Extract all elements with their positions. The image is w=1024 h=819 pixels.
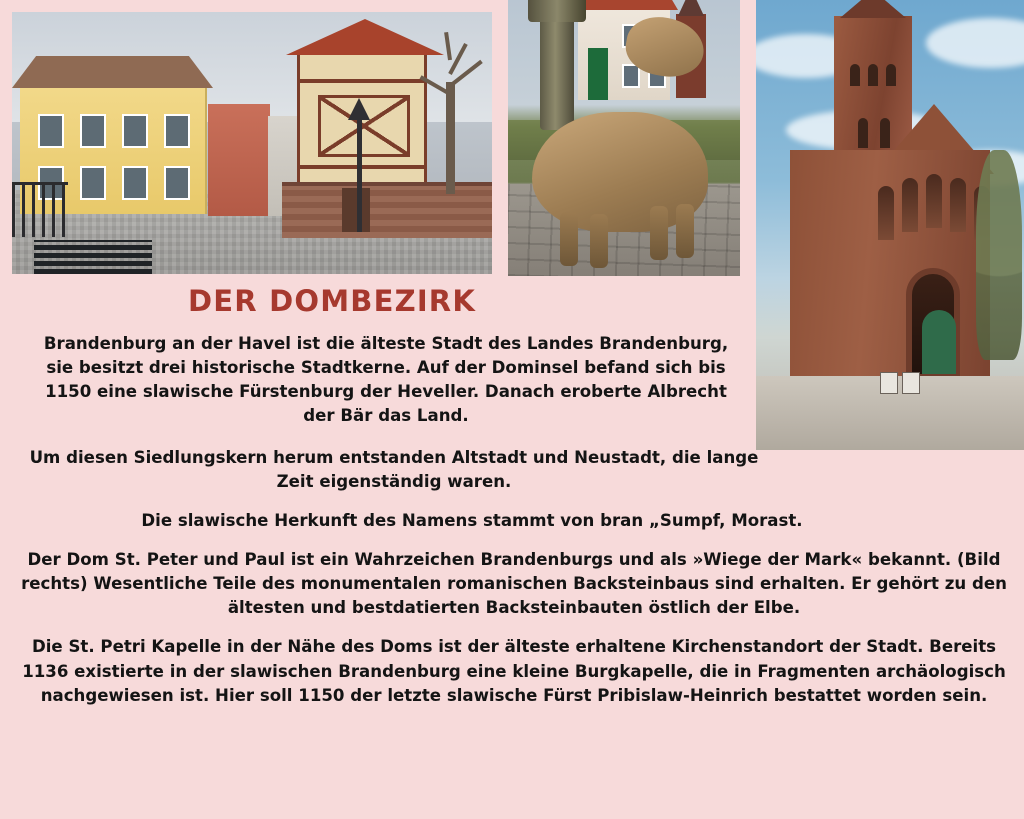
paragraph-3: Die slawische Herkunft des Namens stammt von bran „Sumpf, Morast. [141,511,803,531]
tree-branch [444,32,452,60]
bare-tree [410,12,492,192]
text-content [0,276,1024,819]
window [38,114,64,148]
page-title: DER DOMBEZIRK [187,284,477,318]
gothic-window [902,178,918,232]
pig-leg [676,204,694,258]
park-bench [34,240,152,274]
gothic-window [950,178,966,232]
window [164,166,190,200]
wooden-gate [342,188,370,232]
gothic-window [878,186,894,240]
cloud [926,18,1024,68]
paragraph-5: Die St. Petri Kapelle in der Nähe des Doms ist der älteste erhaltene Kirchenstandort der Stadt. Bereits 1136 existierte in der slawischen Brandenburg eine kleine Burgkapelle, die in Fragmenten archäologisch nachgewiesen ist. Hier soll 1150 der letzte slawische Fürst Pribislaw-Heinrich bestattet worden sein. [22,637,1006,705]
tower-window [858,118,868,148]
photo-bronze-pig-sculpture [508,0,740,276]
pig-leg [560,212,578,266]
paragraph-4: Der Dom St. Peter und Paul ist ein Wahrzeichen Brandenburgs und als »Wiege der Mark« bekannt. (Bild rechts) Wesentliche Teile des monumentalen romanischen Backsteinbaus sind erhalten. Er gehört zu den ältesten und bestdatierten Backsteinbauten östlich der Elbe. [21,550,1007,618]
timber-cross-brace [318,95,410,157]
pig-leg [590,214,608,268]
tree-trunk [446,82,455,194]
tower-window [886,64,896,86]
timber-beam [300,165,424,169]
photo-street-with-half-timbered-house [12,12,492,274]
window [122,166,148,200]
street-lamp [357,116,362,232]
window [164,114,190,148]
tower-window [880,118,890,148]
window [80,114,106,148]
iron-fence [12,182,68,237]
window [80,166,106,200]
paragraph-2: Um diesen Siedlungskern herum entstanden Altstadt und Neustadt, die lange Zeit eigenständig waren. [29,448,759,492]
window [122,114,148,148]
paragraph-1: Brandenburg an der Havel ist die älteste Stadt des Landes Brandenburg, sie besitzt drei historische Stadtkerne. Auf der Dominsel befand sich bis 1150 eine slawische Fürstenburg der Heveller. Danach eroberte Albrecht der Bär das Land. [43,334,729,426]
green-door [588,48,608,100]
tower-window [868,64,878,86]
gothic-window [926,174,942,228]
half-timbered-house [297,50,427,198]
timber-beam [300,79,424,83]
tower-window [850,64,860,86]
bronze-post [540,0,574,130]
pig-leg [650,206,668,260]
red-facade-house [208,104,270,216]
